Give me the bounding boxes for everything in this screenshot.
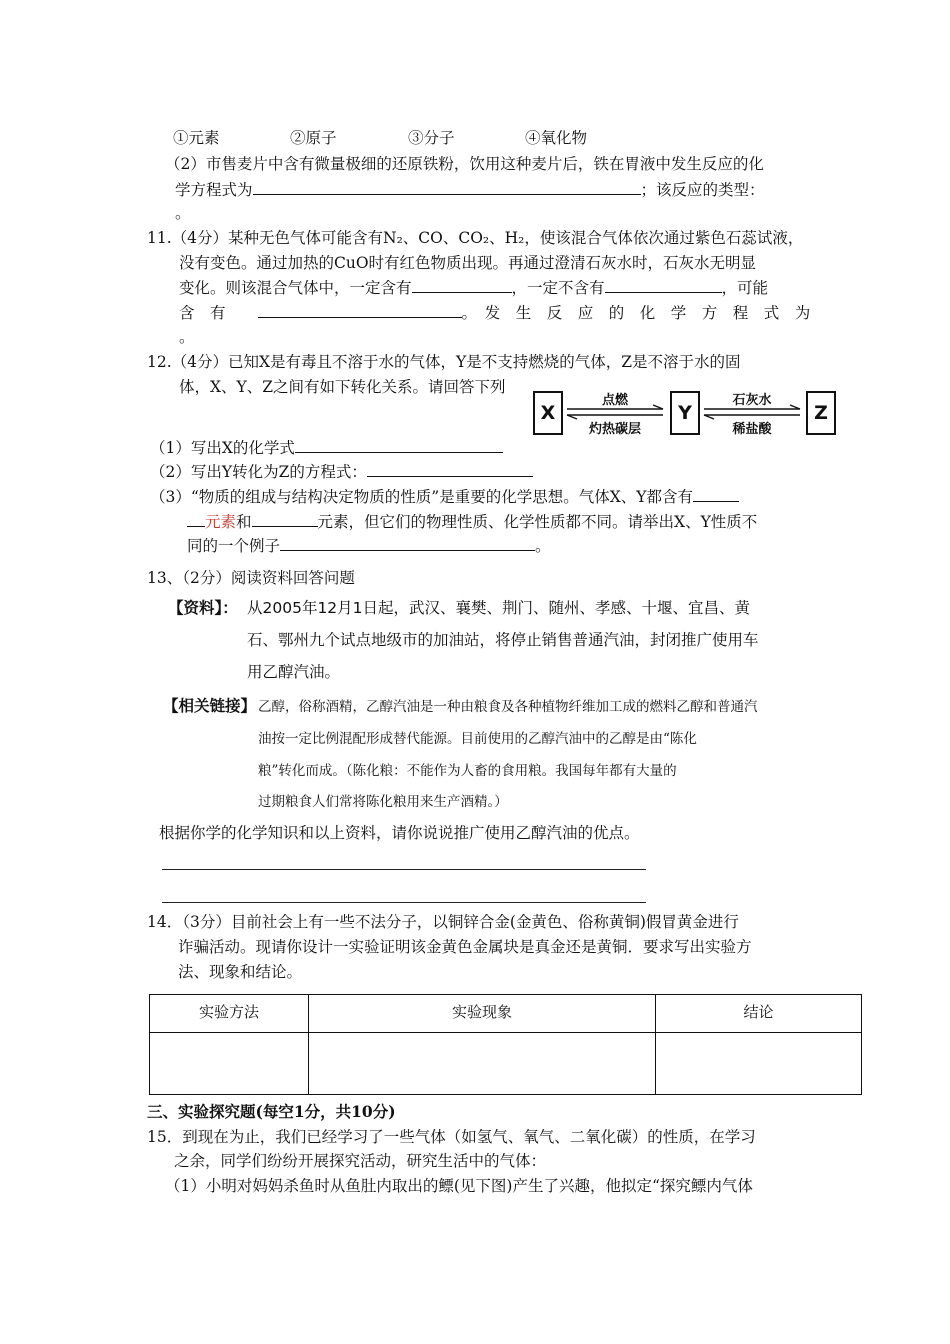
reversible-arrow-xy — [565, 404, 667, 420]
arrow-yz-top-label: 石灰水 — [732, 393, 772, 408]
q12-part3-line2 — [187, 511, 757, 532]
q13-answer-line-1[interactable] — [162, 869, 646, 870]
reversible-arrow-yz — [702, 404, 804, 420]
q12-equation-blank[interactable] — [367, 461, 533, 477]
q13-link-line4: 过期粮食人们常将陈化粮用来生产酒精。） — [258, 794, 508, 810]
q14-line1: 14．（3分）目前社会上有一些不法分子，以铜锌合金(金黄色、俗称黄铜)假冒黄金进行 — [147, 913, 739, 931]
q12-part3-line3 — [187, 535, 551, 556]
q10-part2-text-b: ；该反应的类型： — [640, 181, 765, 199]
q11-line5: 。 — [179, 328, 195, 346]
q12-part1 — [150, 437, 503, 458]
diagram-box-z: Z — [806, 391, 836, 435]
q10-part2-line2 — [175, 179, 765, 200]
arrow-xy-top-label: 点燃 — [601, 393, 628, 408]
q12-part3-text-a: （3）“物质的组成与结构决定物质的性质”是重要的化学思想。气体X、Y都含有 — [150, 488, 693, 506]
arrow-xy-bottom-label: 灼热碳层 — [588, 422, 641, 437]
q15-line1: 15．到现在为止，我们已经学习了一些气体（如氢气、氧气、二氧化碳）的性质，在学习 — [147, 1128, 756, 1146]
diagram-box-y: Y — [670, 391, 700, 435]
q11-may-contain-blank[interactable] — [258, 302, 462, 318]
q13-link-line1: 乙醇，俗称酒精，乙醇汽油是一种由粮食及各种植物纤维加工成的燃料乙醇和普通汽 — [258, 699, 758, 715]
q11-text-c: ，可能 — [721, 279, 769, 297]
q12-part2 — [150, 461, 533, 482]
q15-line3: （1）小明对妈妈杀鱼时从鱼肚内取出的鳔(见下图)产生了兴趣，他拟定“探究鳔内气体 — [165, 1177, 753, 1195]
table-header-conclusion: 结论 — [656, 995, 862, 1033]
q14-line2: 诈骗活动。现请你设计一实验证明该金黄色金属块是真金还是黄铜．要求写出实验方 — [178, 938, 752, 956]
q11-line2: 没有变色。通过加热的CuO时有红色物质出现。再通过澄清石灰水时，石灰水无明显 — [179, 254, 757, 272]
diagram-box-x: X — [533, 391, 563, 435]
q12-element-blank-1b[interactable] — [187, 511, 205, 527]
q10-option-1: ①元素 — [173, 129, 220, 147]
q12-line2: 体，X、Y、Z之间有如下转化关系。请回答下列 — [179, 378, 506, 396]
q11-text-d: 含 有 — [179, 304, 226, 322]
experiment-table — [149, 994, 862, 1095]
q11-line4 — [179, 302, 810, 323]
q10-equation-blank[interactable] — [253, 179, 641, 195]
section3-heading: 三、实验探究题(每空1分，共10分) — [147, 1102, 396, 1121]
q11-text-a: 变化。则该混合气体中，一定含有 — [179, 279, 412, 297]
q12-part3-text-c: 元素，但它们的物理性质、化学性质都不同。请举出X、Y性质不 — [317, 513, 758, 531]
q12-line1: 12.（4分）已知X是有毒且不溶于水的气体，Y是不支持燃烧的气体，Z是不溶于水的固 — [147, 353, 741, 371]
q12-element-blank-1a[interactable] — [693, 486, 739, 502]
table-header-method: 实验方法 — [150, 995, 309, 1033]
q15-line2: 之余，同学们纷纷开展探究活动，研究生活中的气体： — [174, 1152, 547, 1170]
q11-must-not-contain-blank[interactable] — [605, 277, 722, 293]
table-cell-phenomenon[interactable] — [309, 1033, 656, 1095]
q13-question: 根据你学的化学知识和以上资料，请你说说推广使用乙醇汽油的优点。 — [159, 824, 640, 842]
q13-material-line1: 从2005年12月1日起，武汉、襄樊、荆门、随州、孝感、十堰、宜昌、黄 — [247, 599, 751, 617]
q12-example-blank[interactable] — [280, 535, 535, 551]
table-header-phenomenon: 实验现象 — [309, 995, 656, 1033]
q14-line3: 法、现象和结论。 — [178, 963, 303, 981]
q13-answer-line-2[interactable] — [162, 902, 646, 903]
q12-part3-text-e: 。 — [535, 537, 551, 555]
q12-part3-text-d: 同的一个例子 — [187, 537, 281, 555]
q12-element-blank-2[interactable] — [252, 511, 318, 527]
table-cell-conclusion[interactable] — [656, 1033, 862, 1095]
q10-option-2: ②原子 — [290, 129, 337, 147]
q13-material-line3: 用乙醇汽油。 — [247, 663, 341, 681]
q12-part3-text-b: 和 — [236, 513, 252, 531]
q12-element-answer: 元素 — [205, 513, 237, 531]
q13-link-line2: 油按一定比例混配形成替代能源。目前使用的乙醇汽油中的乙醇是由“陈化 — [258, 731, 697, 747]
q10-part2-line3: 。 — [175, 204, 191, 222]
q10-part2-text-a: 学方程式为 — [175, 181, 253, 199]
q12-formula-blank[interactable] — [295, 437, 503, 453]
q12-part2-text: （2）写出Y转化为Z的方程式： — [150, 463, 367, 481]
q13-material-line2: 石、鄂州九个试点地级市的加油站，将停止销售普通汽油，封闭推广使用车 — [247, 631, 759, 649]
q11-line1: 11.（4分）某种无色气体可能含有N₂、CO、CO₂、H₂，使该混合气体依次通过紫色石蕊试液， — [147, 229, 804, 247]
q11-line3 — [179, 277, 768, 298]
q13-title: 13、（2分）阅读资料回答问题 — [147, 569, 355, 587]
q13-link-label: 【相关链接】 — [163, 697, 257, 715]
q13-link-line3: 粮”转化而成。（陈化粮：不能作为人畜的食用粮。我国每年都有大量的 — [258, 763, 677, 779]
q11-must-contain-blank[interactable] — [412, 277, 512, 293]
q10-option-4: ④氧化物 — [525, 129, 588, 147]
arrow-yz-bottom-label: 稀盐酸 — [732, 422, 772, 437]
q12-part1-text: （1）写出X的化学式 — [150, 439, 295, 457]
q11-text-b: ，一定不含有 — [511, 279, 605, 297]
q12-part3-line1 — [150, 486, 739, 507]
q10-part2-line1: （2）市售麦片中含有微量极细的还原铁粉，饮用这种麦片后，铁在胃液中发生反应的化 — [165, 155, 764, 173]
q10-option-3: ③分子 — [408, 129, 455, 147]
table-cell-method[interactable] — [150, 1033, 309, 1095]
q13-material-label: 【资料】： — [168, 599, 238, 617]
q11-text-e: 。 发 生 反 应 的 化 学 方 程 式 为 — [461, 304, 811, 322]
